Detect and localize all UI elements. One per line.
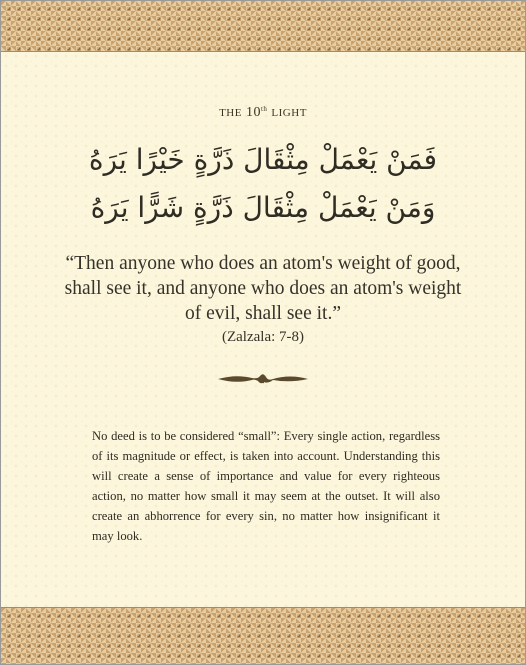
title-prefix: THE [219, 107, 242, 119]
title-number: 10 [245, 105, 261, 120]
title-ordinal-suffix: th [260, 105, 268, 113]
section-title [1, 105, 525, 121]
commentary-paragraph: No deed is to be considered “small”: Every single action, regardless of its magnitude or effect, is taken into account. Understanding this will create a sense of importance and value for every righteous action, no matter how small it may seem at the outset. It will also create an abhorrence for every sin, no matter how insignificant it may look. [92, 429, 440, 543]
arabic-verse-line-2: وَمَنْ يَعْمَلْ مِثْقَالَ ذَرَّةٍ شَرًّا يَرَهُ [90, 191, 436, 224]
arabic-verse-line-1: فَمَنْ يَعْمَلْ مِثْقَالَ ذَرَّةٍ خَيْرًا يَرَهُ [88, 143, 438, 176]
title-word: LIGHT [271, 107, 307, 119]
calligraphic-divider-icon [216, 371, 310, 387]
verse-translation: “Then anyone who does an atom's weight of good, shall see it, and anyone who does an atom's weight of evil, shall see it.” [64, 253, 462, 324]
bottom-ornamental-border [1, 607, 525, 664]
verse-citation: (Zalzala: 7-8) [221, 329, 305, 345]
top-ornamental-border [1, 1, 525, 52]
